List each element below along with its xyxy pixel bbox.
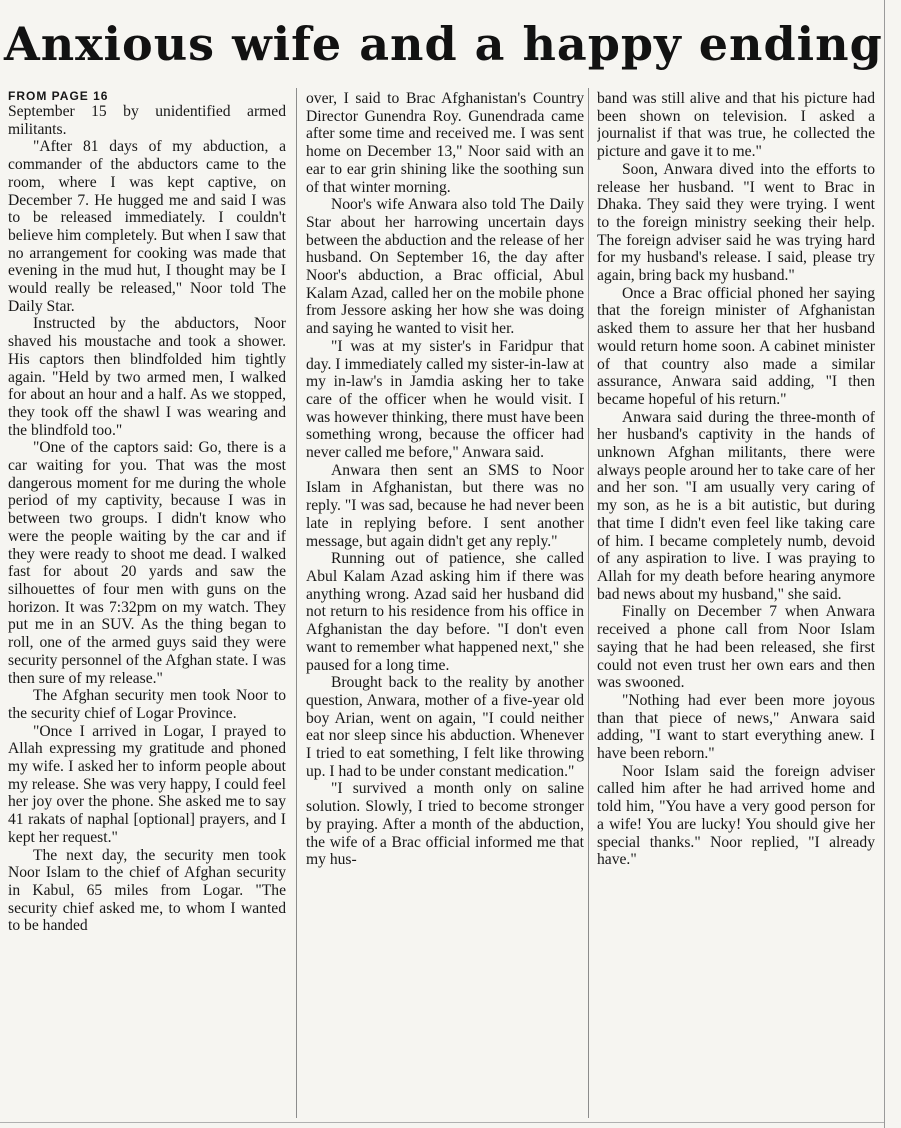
paragraph: Anwara then sent an SMS to Noor Islam in Afghanistan, but there was no reply. "I was sad, because he had never been late in replying before. I sent another message, but again didn't get any reply."	[306, 461, 584, 550]
paragraph: "I survived a month only on saline solution. Slowly, I tried to become stronger by praying. After a month of the abduction, the wife of a Brac official informed me that my hus-	[306, 780, 584, 869]
paragraph: Running out of patience, she called Abul Kalam Azad asking him if there was anything wrong. Azad said her husband did not return to his residence from his office in Afghanistan the day before. "I don't even want to remember what happened next," she paused for a long time.	[306, 550, 584, 674]
article-column-1	[8, 90, 286, 1120]
right-edge-rule	[884, 0, 885, 1128]
paragraph: Finally on December 7 when Anwara received a phone call from Noor Islam saying that he had been released, she first could not even trust her own ears and then was swooned.	[597, 603, 875, 692]
paragraph: September 15 by unidentified armed militants.	[8, 103, 286, 138]
paragraph: over, I said to Brac Afghanistan's Country Director Gunendra Roy. Gunendrada came after some time and received me. I was sent home on December 13," Noor said with an ear to ear grin shining like the soothing sun of that winter morning.	[306, 90, 584, 196]
continued-from-label: FROM PAGE 16	[8, 90, 109, 103]
article-column-2	[306, 90, 584, 1120]
paragraph: band was still alive and that his picture had been shown on television. I asked a journalist if that was true, he collected the picture and gave it to me."	[597, 90, 875, 161]
paragraph: Instructed by the abductors, Noor shaved his moustache and took a shower. His captors then blindfolded him tightly again. "Held by two armed men, I walked for about an hour and a half. As we stopped, they took off the shawl I was wearing and the blindfold too."	[8, 315, 286, 439]
paragraph: "One of the captors said: Go, there is a car waiting for you. That was the most dangerous moment for me during the whole period of my captivity, because I was in between two groups. I didn't know who were the people waiting by the car and if they were ready to shoot me dead. I walked fast for about 20 yards and saw the silhouettes of four men with guns on the horizon. It was 7:32pm on my watch. They put me in an SUV. As the thing began to roll, one of the armed guys said they were security personnel of the Afghan state. I was then sure of my release."	[8, 439, 286, 687]
paragraph: Once a Brac official phoned her saying that the foreign minister of Afghanistan asked them to assure her that her husband would return home soon. A cabinet minister of that country also made a similar assurance, Anwara said adding, "I then became hopeful of his return."	[597, 284, 875, 408]
paragraph: The Afghan security men took Noor to the security chief of Logar Province.	[8, 687, 286, 722]
paragraph: Noor Islam said the foreign adviser called him after he had arrived home and told him, "You have a very good person for a wife! You are lucky! You should give her special thanks." Noor replied, "I already have."	[597, 762, 875, 869]
column-rule	[296, 88, 297, 1118]
paragraph: "After 81 days of my abduction, a commander of the abductors came to the room, where I was kept captive, on December 7. He hugged me and said I was to be released immediately. I couldn't believe him completely. But when I saw that no arrangement for cooking was made that evening in the mud hut, I thought may be I would really be released," Noor told The Daily Star.	[8, 138, 286, 315]
column-rule	[588, 88, 589, 1118]
headline: Anxious wife and a happy ending	[4, 17, 883, 71]
paragraph: The next day, the security men took Noor Islam to the chief of Afghan security in Kabul, 65 miles from Logar. "The security chief asked me, to whom I wanted to be handed	[8, 846, 286, 935]
paragraph: "Once I arrived in Logar, I prayed to Allah expressing my gratitude and phoned my wife. I asked her to inform people about my release. She was very happy, I could feel her joy over the phone. She asked me to say 41 rakats of naphal [optional] prayers, and I kept her request."	[8, 722, 286, 846]
paragraph: Anwara said during the three-month of her husband's captivity in the hands of unknown Afghan militants, there were always people around her to take care of her and her son. "I am usually very caring of my son, as he is a bit autistic, but during that time I didn't even feel like taking care of him. I became completely numb, devoid of any aspiration to live. I was praying to Allah for my death before hearing anymore bad news about my husband," she said.	[597, 408, 875, 603]
paragraph: "Nothing had ever been more joyous than that piece of news," Anwara said adding, "I want to start everything anew. I have been reborn."	[597, 691, 875, 763]
paragraph: Noor's wife Anwara also told The Daily Star about her harrowing uncertain days between the abduction and the release of her husband. On September 16, the day after Noor's abduction, a Brac official, Abul Kalam Azad, called her on the mobile phone from Jessore asking her how she was doing and saying he wanted to visit her.	[306, 196, 584, 338]
bottom-rule	[0, 1122, 884, 1123]
article-column-3	[597, 90, 875, 1120]
paragraph: Soon, Anwara dived into the efforts to release her husband. "I went to Brac in Dhaka. They said they were trying. I went to the foreign ministry seeking their help. The foreign adviser said he was trying hard for my husband's release. I said, please try again, bring back my husband."	[597, 160, 875, 285]
paragraph: Brought back to the reality by another question, Anwara, mother of a five-year old boy Arian, went on again, "I could neither eat nor sleep since his abduction. Whenever I tried to eat something, I felt like throwing up. I had to be under constant medication."	[306, 674, 584, 780]
paragraph: "I was at my sister's in Faridpur that day. I immediately called my sister-in-law at my in-law's in Jamdia asking her to take care of the officer when he would visit. I was however thinking, there must have been something wrong, because the officer had never called me before," Anwara said.	[306, 337, 584, 462]
